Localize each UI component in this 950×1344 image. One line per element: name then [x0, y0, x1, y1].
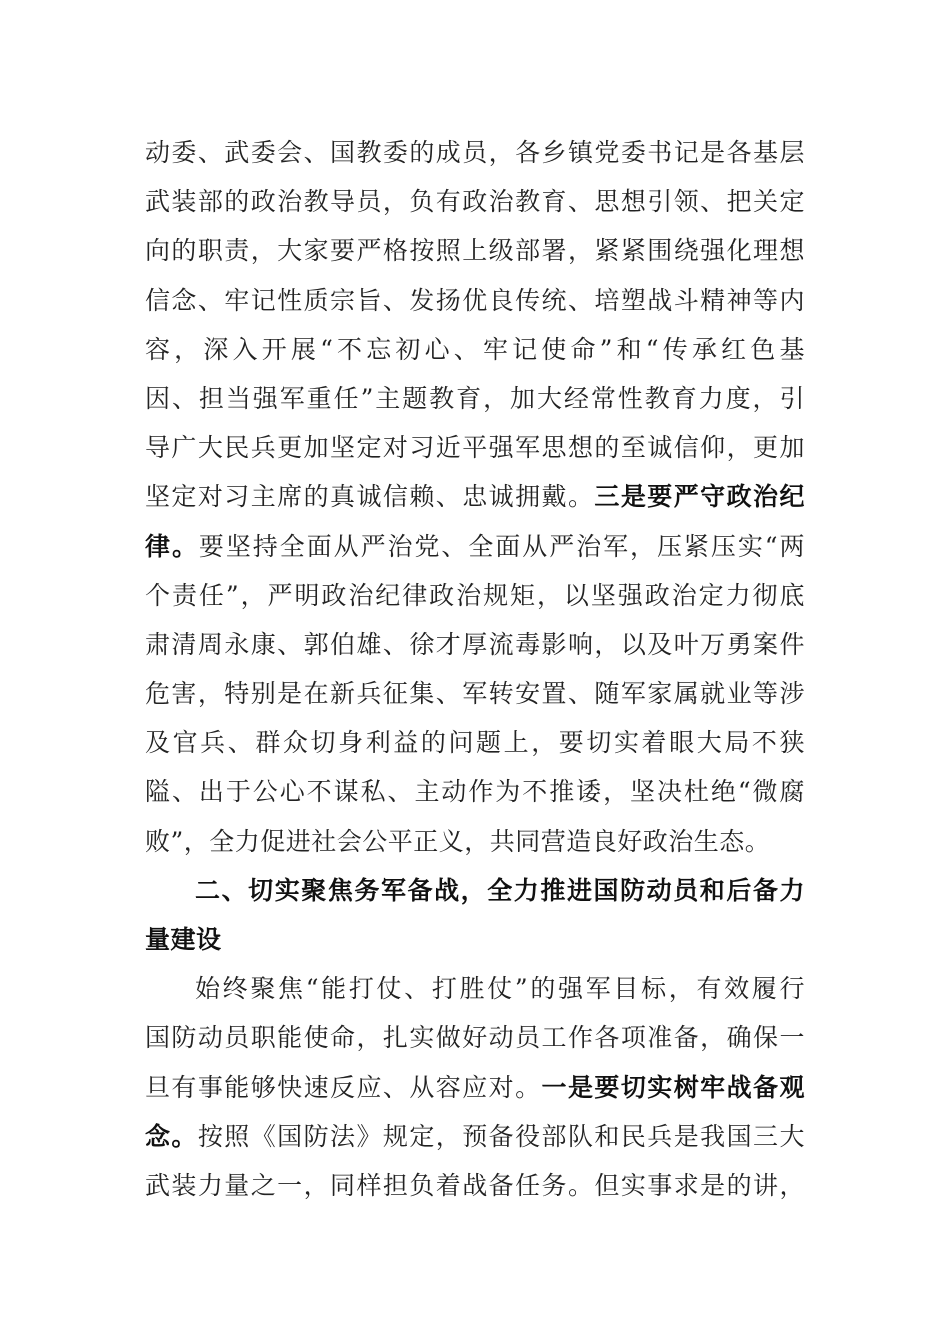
text-line: 容，深入开展“不忘初心、牢记使命”和“传承红色基: [145, 334, 805, 364]
bold-lead-phrase: 一是要切实树牢战备观: [541, 1072, 805, 1102]
text-span: 坚定对习主席的真诚信赖、忠诚拥戴。: [145, 482, 595, 512]
text-line: 向的职责，大家要严格按照上级部署，紧紧围绕强化理想: [145, 236, 805, 266]
text-line: 信念、牢记性质宗旨、发扬优良传统、培塑战斗精神等内: [145, 285, 805, 315]
text-line: [145, 1063, 805, 1112]
text-line: 肃清周永康、郭伯雄、徐才厚流毒影响，以及叶万勇案件: [145, 629, 805, 659]
document-body: [145, 128, 805, 1210]
text-line: 动委、武委会、国教委的成员，各乡镇党委书记是各基层: [145, 138, 805, 167]
section-heading: 量建设: [145, 925, 222, 954]
text-line: [145, 1112, 805, 1161]
text-line: [145, 472, 805, 521]
bold-lead-phrase: 律。: [145, 531, 199, 561]
text-line: 武装部的政治教导员，负有政治教育、思想引领、把关定: [145, 187, 805, 217]
text-line: 武装力量之一，同样担负着战备任务。但实事求是的讲，: [145, 1170, 805, 1200]
text-span: 旦有事能够快速反应、从容应对。: [145, 1072, 542, 1102]
section-heading: 二、切实聚焦务军备战，全力推进国防动员和后备力: [195, 875, 805, 905]
text-line: 败”，全力促进社会公平正义，共同营造良好政治生态。: [145, 826, 771, 856]
text-line: 危害，特别是在新兵征集、军转安置、随军家属就业等涉: [145, 679, 805, 709]
text-span: 要坚持全面从严治党、全面从严治军，压紧压实“两: [198, 531, 805, 561]
text-line: 因、担当强军重任”主题教育，加大经常性教育力度，引: [145, 383, 805, 413]
bold-lead-phrase: 三是要严守政治纪: [594, 482, 805, 512]
text-line: [145, 522, 805, 571]
text-line: 个责任”，严明政治纪律政治规矩，以坚强政治定力彻底: [145, 580, 805, 610]
text-span: 按照《国防法》规定，预备役部队和民兵是我国三大: [197, 1121, 805, 1151]
text-line: 国防动员职能使命，扎实做好动员工作各项准备，确保一: [145, 1023, 805, 1053]
text-line: 导广大民兵更加坚定对习近平强军思想的至诚信仰，更加: [145, 433, 805, 463]
text-line: 及官兵、群众切身利益的问题上，要切实着眼大局不狭: [145, 728, 805, 758]
text-line: 始终聚焦“能打仗、打胜仗”的强军目标，有效履行: [195, 974, 805, 1004]
text-line: 隘、出于公心不谋私、主动作为不推诿，坚决杜绝“微腐: [145, 777, 805, 807]
bold-lead-phrase: 念。: [145, 1121, 198, 1151]
